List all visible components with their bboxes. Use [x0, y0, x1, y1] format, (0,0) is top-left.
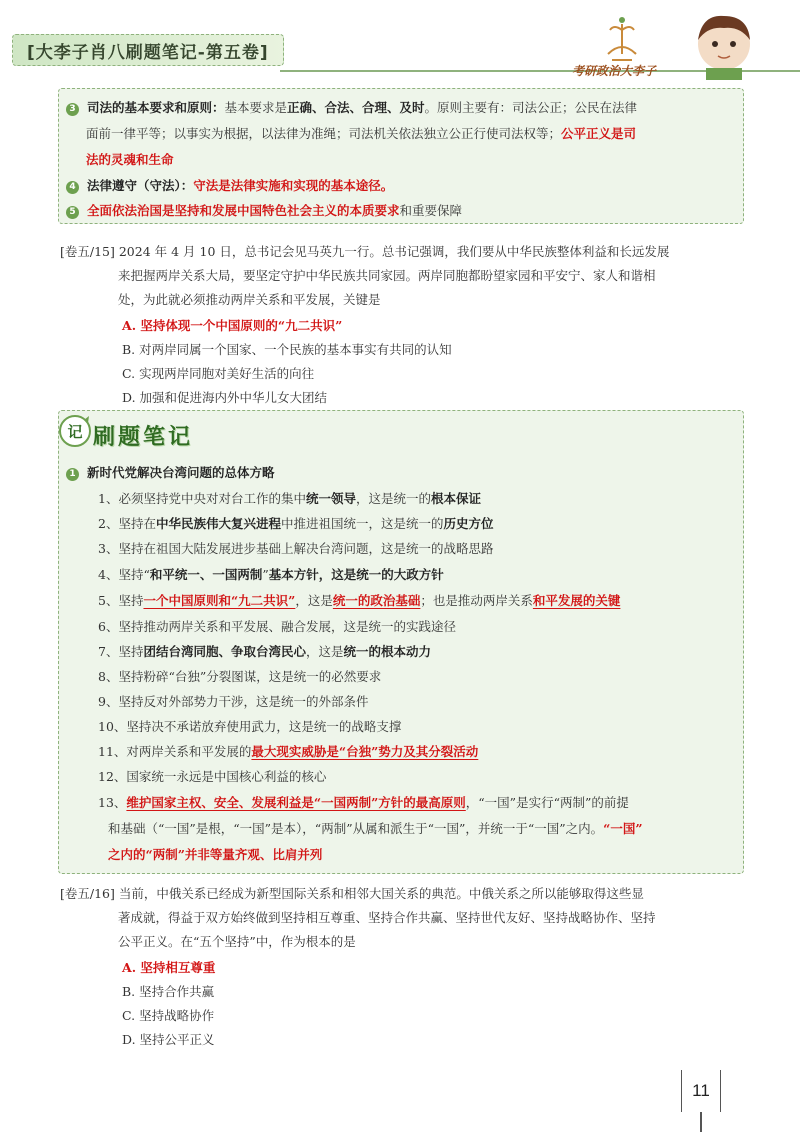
page-number-rule [700, 1112, 702, 1132]
notes-heading: 1 新时代党解决台湾问题的总体方略 [66, 463, 275, 483]
header-tag: [大李子肖八刷题笔记-第五卷] [12, 34, 284, 66]
notes-item-10: 10、坚持决不承诺放弃使用武力，这是统一的战略支撑 [98, 719, 402, 734]
notes-item-4: 4、坚持“和平统一、一国两制”基本方针，这是统一的大政方针 [98, 567, 444, 582]
bullet-icon: 5 [66, 206, 79, 219]
q15-line-3: 处，为此就必须推动两岸关系和平发展，关键是 [118, 292, 381, 307]
bullet-icon: 3 [66, 103, 79, 116]
notes-item-1: 1、必须坚持党中央对对台工作的集中统一领导，这是统一的根本保证 [98, 491, 482, 506]
q16-option-a: A. 坚持相互尊重 [122, 960, 216, 975]
q15-line-1: [卷五/15] 2024 年 4 月 10 日，总书记会见马英九一行。总书记强调，我们要从中华民族整体利益和长远发展 [60, 244, 670, 259]
note-icon-char: 记 [67, 423, 83, 441]
summary-item-3-line-2: 面前一律平等；以事实为根据，以法律为准绳；司法机关依法独立公正行使司法权等；公平正义是司 [86, 126, 637, 141]
q16-line-3: 公平正义。在“五个坚持”中，作为根本的是 [118, 934, 356, 949]
q16-option-c: C. 坚持战略协作 [122, 1008, 215, 1023]
page-number: 11 [681, 1070, 721, 1112]
summary-item-3-line-1: 3 司法的基本要求和原则：基本要求是正确、合法、合理、及时。原则主要有：司法公正；公民在法律 [66, 98, 637, 118]
q15-option-a: A. 坚持体现一个中国原则的“九二共识” [122, 318, 343, 333]
summary-item-5: 5 全面依法治国是坚持和发展中国特色社会主义的本质要求和重要保障 [66, 201, 462, 221]
notes-item-11: 11、对两岸关系和平发展的最大现实威胁是“台独”势力及其分裂活动 [98, 744, 479, 759]
notes-item-7: 7、坚持团结台湾同胞、争取台湾民心，这是统一的根本动力 [98, 644, 432, 659]
q16-option-d: D. 坚持公平正义 [122, 1032, 215, 1047]
q16-line-2: 著成就，得益于双方始终做到坚持相互尊重、坚持合作共赢、坚持世代友好、坚持战略协作、坚持 [118, 910, 656, 925]
brand-text: 考研政治大李子 [572, 64, 657, 78]
q15-option-d: D. 加强和促进海内外中华儿女大团结 [122, 390, 328, 405]
notes-item-13: 13、维护国家主权、安全、发展利益是“一国两制”方针的最高原则，“一国”是实行“两制”的前提 [98, 795, 629, 810]
summary-item-4: 4 法律遵守（守法）：守法是法律实施和实现的基本途径。 [66, 176, 393, 196]
q15-tag: [卷五/15] [60, 244, 115, 259]
brand-logo [572, 10, 782, 80]
q16-tag: [卷五/16] [60, 886, 115, 901]
q16-line-1: [卷五/16] 当前，中俄关系已经成为新型国际关系和相邻大国关系的典范。中俄关系之所以能够取得这些显 [60, 886, 644, 901]
note-icon [58, 414, 92, 448]
q15-option-c: C. 实现两岸同胞对美好生活的向往 [122, 366, 315, 381]
notes-item-12: 12、国家统一永远是中国核心利益的核心 [98, 769, 327, 784]
notes-item-9: 9、坚持反对外部势力干涉，这是统一的外部条件 [98, 694, 369, 709]
notes-item-3: 3、坚持在祖国大陆发展进步基础上解决台湾问题，这是统一的战略思路 [98, 541, 494, 556]
notes-item-13-line-2: 和基础（“一国”是根，“一国”是本），“两制”从属和派生于“一国”，并统一于“一国”之内。“一国” [108, 821, 643, 836]
q16-option-b: B. 坚持合作共赢 [122, 984, 215, 999]
q15-line-2: 来把握两岸关系大局，要坚定守护中华民族共同家园。两岸同胞都盼望家园和平安宁、家人和谐相 [118, 268, 656, 283]
notes-item-13-line-3: 之内的“两制”并非等量齐观、比肩并列 [108, 847, 323, 862]
notes-item-6: 6、坚持推动两岸关系和平发展、融合发展，这是统一的实践途径 [98, 619, 456, 634]
notes-item-5: 5、坚持一个中国原则和“九二共识”，这是统一的政治基础；也是推动两岸关系和平发展的关键 [98, 593, 621, 608]
summary-item-3-line-3: 法的灵魂和生命 [86, 152, 174, 167]
page-header [0, 0, 800, 80]
notes-item-2: 2、坚持在中华民族伟大复兴进程中推进祖国统一，这是统一的历史方位 [98, 516, 494, 531]
notes-title: 刷题笔记 [93, 425, 194, 450]
q15-option-b: B. 对两岸同属一个国家、一个民族的基本事实有共同的认知 [122, 342, 452, 357]
bullet-icon: 4 [66, 181, 79, 194]
bullet-icon: 1 [66, 468, 79, 481]
notes-item-8: 8、坚持粉碎“台独”分裂图谋，这是统一的必然要求 [98, 669, 382, 684]
